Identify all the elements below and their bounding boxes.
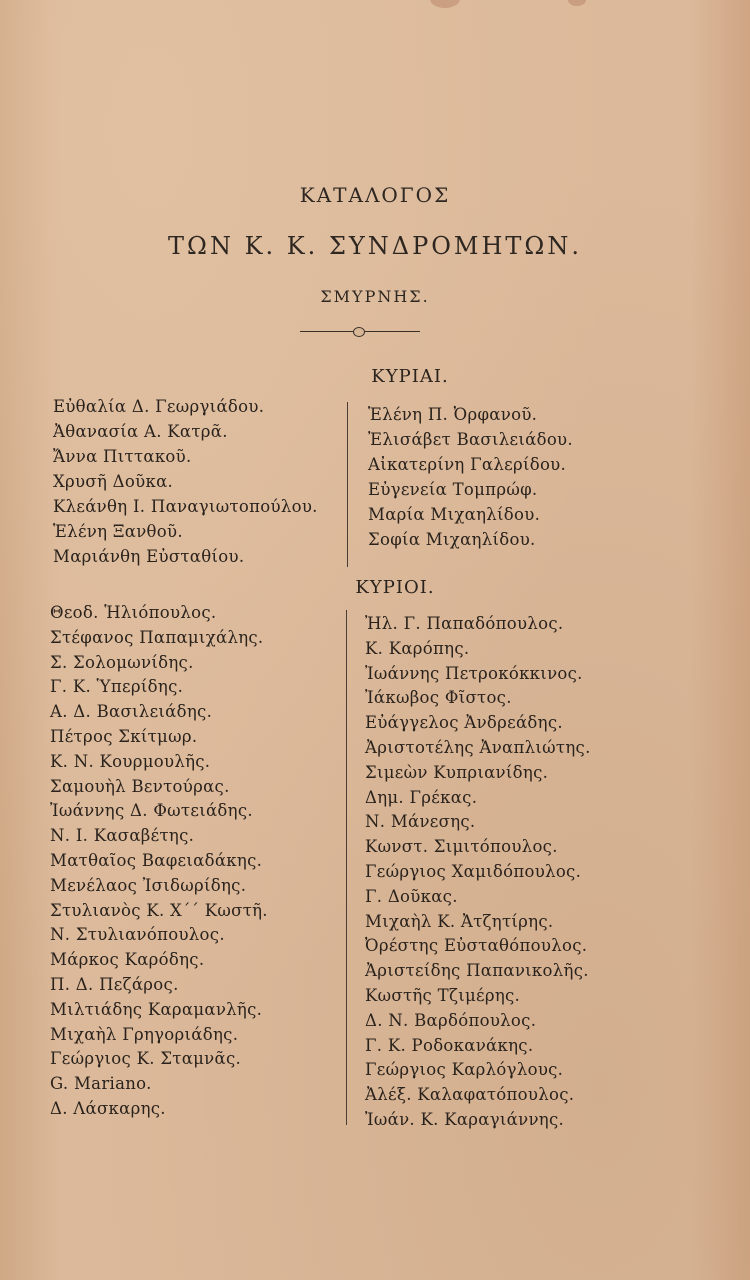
subscriber-name: Μενέλαος Ἰσιδωρίδης.	[50, 875, 247, 895]
kyriai-left-column	[53, 394, 318, 569]
subscriber-name: Εὐάγγελος Ἀνδρεάδης.	[365, 713, 563, 733]
section-heading-kyriai: ΚΥΡΙΑΙ.	[371, 366, 449, 387]
subscriber-name: Θεοδ. Ἡλιόπουλος.	[50, 603, 217, 622]
column-divider-kyriai	[347, 402, 348, 567]
subscriber-name: Ἀθανασία Α. Κατρᾶ.	[53, 422, 228, 441]
subscriber-name: Μιχαὴλ Κ. Ἀτζητίρης.	[365, 911, 554, 931]
subscriber-name: Ἀλέξ. Καλαφατόπουλος.	[365, 1085, 575, 1105]
subscriber-name: Ὀρέστης Εὐσταθόπουλος.	[365, 936, 588, 956]
subscriber-name: Κωστῆς Τζιμέρης.	[365, 985, 521, 1005]
subscriber-name: Γ. Δοῦκας.	[365, 886, 458, 906]
subscriber-name: Ἠλ. Γ. Παπαδόπουλος.	[365, 614, 564, 633]
subscriber-name: Μιχαὴλ Γρηγοριάδης.	[50, 1024, 239, 1044]
kyriai-right-column	[368, 402, 573, 552]
section-heading-kyrioi: ΚΥΡΙΟΙ.	[355, 577, 435, 598]
subscriber-name: Ν. Μάνεσης.	[365, 812, 476, 832]
paper-stain-top	[430, 0, 460, 8]
city-heading: ΣΜΥΡΝΗΣ.	[320, 287, 430, 306]
subscriber-name: Ἑλένη Ξανθοῦ.	[53, 522, 183, 541]
subscriber-name: Μάρκος Καρόδης.	[50, 950, 205, 970]
subscriber-name: Εὐγενεία Τομπρώφ.	[368, 480, 538, 499]
subscriber-name: Ματθαῖος Βαφειαδάκης.	[50, 850, 263, 870]
subscriber-name: Ν. Ι. Κασαβέτης.	[50, 826, 195, 846]
subscriber-name: Ἰωάννης Δ. Φωτειάδης.	[50, 801, 253, 821]
subscriber-name: Μιλτιάδης Καραμανλῆς.	[50, 999, 263, 1019]
subscriber-name: Σ. Σολομωνίδης.	[50, 652, 194, 672]
subscriber-name: Ἀριστοτέλης Ἀναπλιώτης.	[365, 737, 591, 757]
subscriber-name: Σιμεὼν Κυπριανίδης.	[365, 762, 549, 782]
subscriber-name: Π. Δ. Πεζάρος.	[50, 974, 179, 994]
subscriber-name: Στέφανος Παπαμιχάλης.	[50, 627, 264, 647]
kyrioi-right-column	[365, 612, 591, 1133]
paper-stain-top-right	[568, 0, 586, 6]
subscriber-name: Κ. Ν. Κουρμουλῆς.	[50, 751, 211, 771]
subscriber-name: Ν. Στυλιανόπουλος.	[50, 925, 225, 945]
subscriber-name: Γ. Κ. Ὑπερίδης.	[50, 677, 184, 697]
subscriber-name: Δ. Λάσκαρης.	[50, 1098, 166, 1118]
subscriber-name: Μαριάνθη Εὐσταθίου.	[53, 547, 245, 566]
catalog-subtitle: ΤΩΝ Κ. Κ. ΣΥΝΔΡΟΜΗΤΩΝ.	[168, 232, 582, 260]
subscriber-name: Γεώργιος Κ. Σταμνᾶς.	[50, 1049, 242, 1069]
subscriber-name: Γεώργιος Χαμιδόπουλος.	[365, 861, 582, 881]
subscriber-name: Ἰάκωβος Φῖστος.	[365, 688, 512, 708]
ornamental-rule-center	[353, 327, 365, 337]
subscriber-name: Δ. Ν. Βαρδόπουλος.	[365, 1010, 537, 1030]
subscriber-name: Ἄννα Πιττακοῦ.	[53, 447, 192, 466]
subscriber-name: Σαμουὴλ Βεντούρας.	[50, 776, 230, 796]
subscriber-name: Ἰωάν. Κ. Καραγιάννης.	[365, 1109, 565, 1129]
subscriber-name: Εὐθαλία Δ. Γεωργιάδου.	[53, 397, 265, 416]
subscriber-name: Γ. Κ. Ροδοκανάκης.	[365, 1035, 534, 1055]
catalog-title: ΚΑΤΑΛΟΓΟΣ	[299, 183, 451, 207]
subscriber-name: Χρυσῆ Δοῦκα.	[53, 472, 174, 491]
subscriber-name: Στυλιανὸς Κ. Χ΄΄ Κωστῆ.	[50, 900, 268, 920]
subscriber-name: Α. Δ. Βασιλειάδης.	[50, 702, 213, 722]
subscriber-name: Ἀριστείδης Παπανικολῆς.	[365, 961, 589, 981]
subscriber-name: G. Mariano.	[50, 1074, 152, 1094]
subscriber-name: Γεώργιος Καρλόγλους.	[365, 1060, 564, 1080]
column-divider-kyrioi	[346, 610, 347, 1125]
subscriber-name: Ἑλένη Π. Ὀρφανοῦ.	[368, 405, 538, 424]
subscriber-name: Πέτρος Σκίτμωρ.	[50, 726, 198, 746]
subscriber-name: Δημ. Γρέκας.	[365, 787, 478, 807]
subscriber-name: Ἰωάννης Πετροκόκκινος.	[365, 663, 583, 683]
subscriber-name: Σοφία Μιχαηλίδου.	[368, 530, 536, 549]
subscriber-name: Αἰκατερίνη Γαλερίδου.	[368, 455, 567, 474]
subscriber-name: Ἐλισάβετ Βασιλειάδου.	[368, 430, 573, 449]
subscriber-name: Κωνστ. Σιμιτόπουλος.	[365, 837, 558, 857]
kyrioi-left-column	[50, 601, 268, 1122]
subscriber-name: Μαρία Μιχαηλίδου.	[368, 505, 541, 524]
subscriber-name: Κ. Καρόπης.	[365, 638, 470, 658]
subscriber-name: Κλεάνθη Ι. Παναγιωτοπούλου.	[53, 497, 318, 516]
